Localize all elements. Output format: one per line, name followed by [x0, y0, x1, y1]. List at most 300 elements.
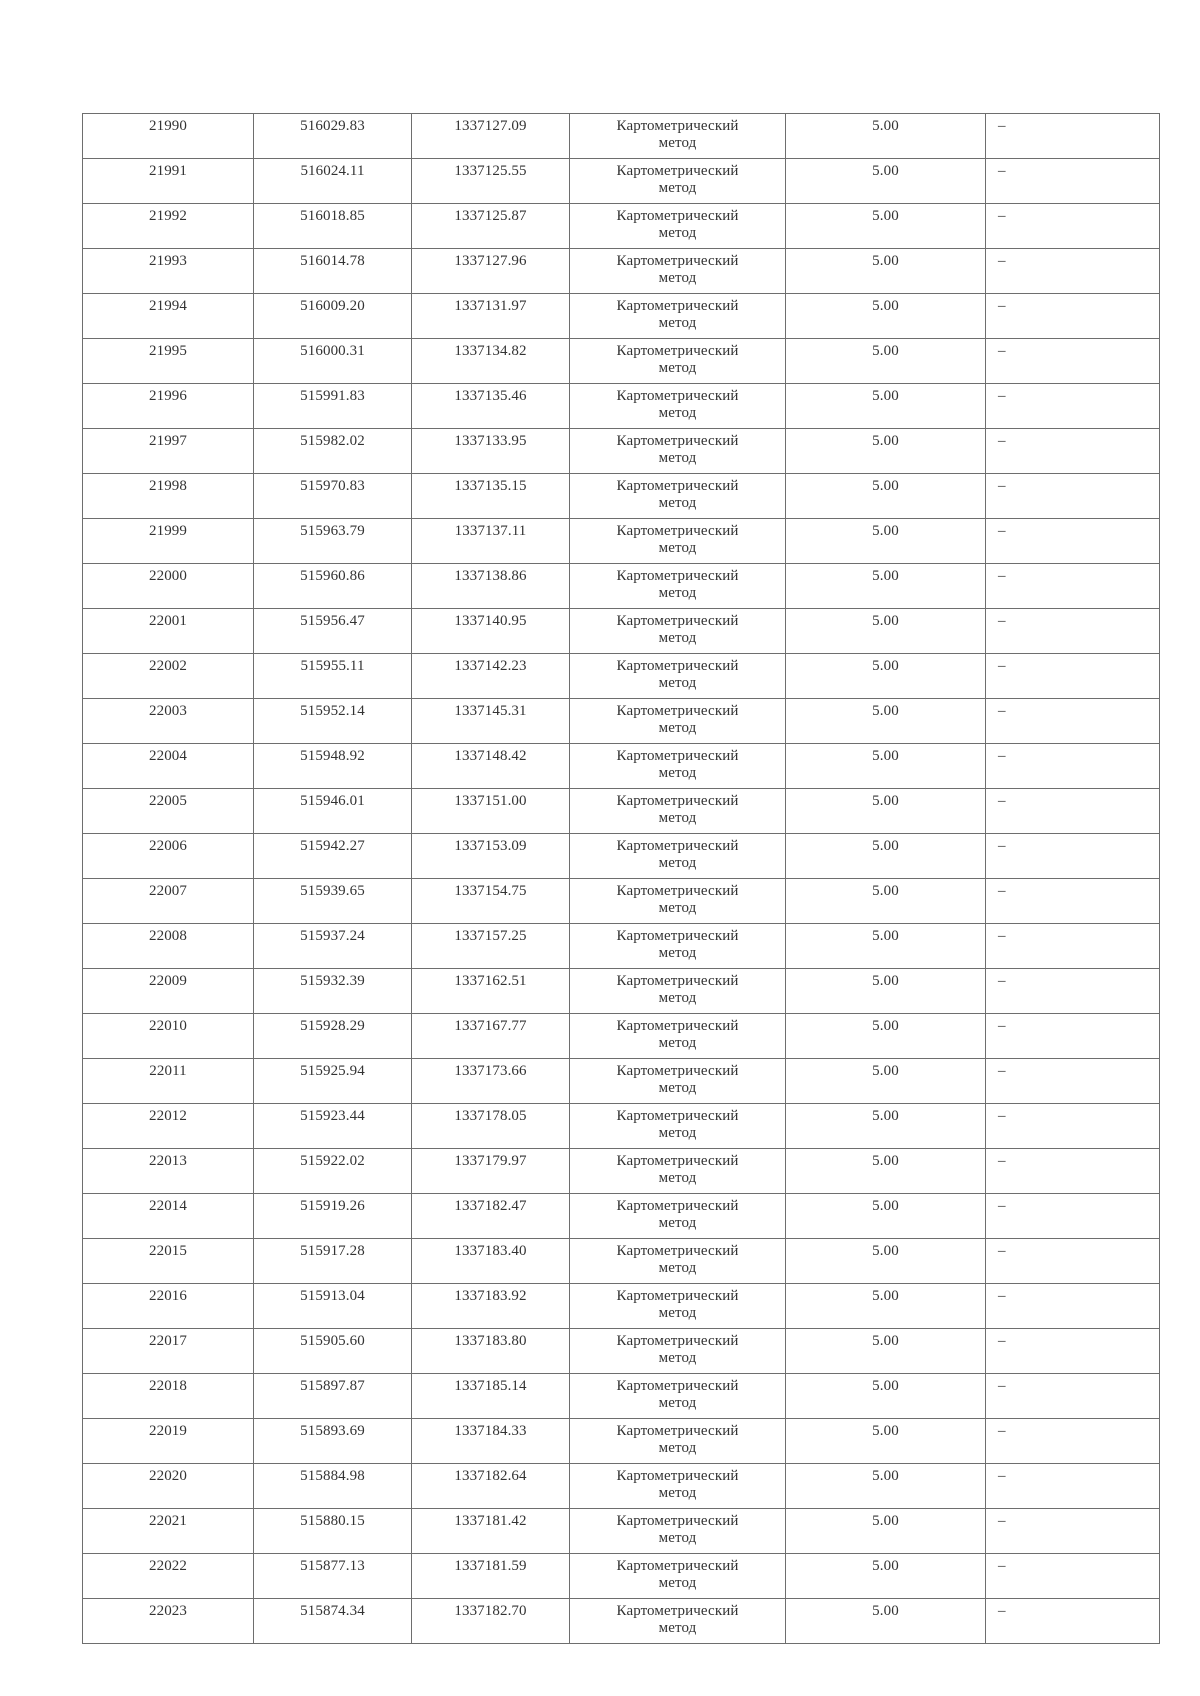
note-cell: –: [986, 519, 1160, 564]
table-row: [83, 1509, 1160, 1554]
table-row: [83, 1059, 1160, 1104]
point-number-cell: 22019: [83, 1419, 254, 1464]
method-label: Картометрический: [616, 928, 739, 944]
note-cell: –: [986, 699, 1160, 744]
method-cell: [570, 744, 786, 789]
x-coordinate-cell: 515893.69: [254, 1419, 412, 1464]
y-coordinate-cell: 1337145.31: [412, 699, 570, 744]
method-cell: [570, 204, 786, 249]
accuracy-cell: 5.00: [786, 1599, 986, 1644]
table-row: [83, 834, 1160, 879]
y-coordinate-cell: 1337183.40: [412, 1239, 570, 1284]
note-cell: –: [986, 294, 1160, 339]
method-label: Картометрический: [616, 1468, 739, 1484]
table-row: [83, 1194, 1160, 1239]
method-cell: [570, 834, 786, 879]
accuracy-cell: 5.00: [786, 384, 986, 429]
method-label: Картометрический: [616, 1558, 739, 1574]
note-cell: –: [986, 744, 1160, 789]
method-cell: [570, 1014, 786, 1059]
method-label-continuation: метод: [658, 945, 697, 961]
y-coordinate-cell: 1337148.42: [412, 744, 570, 789]
note-cell: –: [986, 1419, 1160, 1464]
method-cell: [570, 1599, 786, 1644]
y-coordinate-cell: 1337182.64: [412, 1464, 570, 1509]
note-cell: –: [986, 1599, 1160, 1644]
table-row: [83, 744, 1160, 789]
method-label: Картометрический: [616, 1423, 739, 1439]
table-row: [83, 789, 1160, 834]
y-coordinate-cell: 1337140.95: [412, 609, 570, 654]
method-label-continuation: метод: [658, 1260, 697, 1276]
method-cell: [570, 879, 786, 924]
method-label-continuation: метод: [658, 1215, 697, 1231]
method-label: Картометрический: [616, 523, 739, 539]
x-coordinate-cell: 515880.15: [254, 1509, 412, 1554]
table-row: [83, 1239, 1160, 1284]
y-coordinate-cell: 1337181.59: [412, 1554, 570, 1599]
method-label-continuation: метод: [658, 1395, 697, 1411]
table-row: [83, 699, 1160, 744]
note-cell: –: [986, 1554, 1160, 1599]
method-label-continuation: метод: [658, 1620, 697, 1636]
note-cell: –: [986, 1194, 1160, 1239]
method-cell: [570, 1554, 786, 1599]
point-number-cell: 21992: [83, 204, 254, 249]
point-number-cell: 21990: [83, 114, 254, 159]
method-label: Картометрический: [616, 568, 739, 584]
accuracy-cell: 5.00: [786, 699, 986, 744]
method-label-continuation: метод: [658, 855, 697, 871]
accuracy-cell: 5.00: [786, 1284, 986, 1329]
method-label-continuation: метод: [658, 1035, 697, 1051]
accuracy-cell: 5.00: [786, 1374, 986, 1419]
method-label-continuation: метод: [658, 360, 697, 376]
point-number-cell: 22002: [83, 654, 254, 699]
method-label: Картометрический: [616, 1153, 739, 1169]
table-row: [83, 564, 1160, 609]
accuracy-cell: 5.00: [786, 1329, 986, 1374]
method-cell: [570, 1464, 786, 1509]
accuracy-cell: 5.00: [786, 1554, 986, 1599]
note-cell: –: [986, 339, 1160, 384]
point-number-cell: 22018: [83, 1374, 254, 1419]
table-row: [83, 159, 1160, 204]
method-cell: [570, 1419, 786, 1464]
x-coordinate-cell: 515874.34: [254, 1599, 412, 1644]
y-coordinate-cell: 1337173.66: [412, 1059, 570, 1104]
method-cell: [570, 1059, 786, 1104]
method-cell: [570, 519, 786, 564]
point-number-cell: 22000: [83, 564, 254, 609]
y-coordinate-cell: 1337184.33: [412, 1419, 570, 1464]
x-coordinate-cell: 515991.83: [254, 384, 412, 429]
y-coordinate-cell: 1337131.97: [412, 294, 570, 339]
method-label: Картометрический: [616, 118, 739, 134]
x-coordinate-cell: 515937.24: [254, 924, 412, 969]
y-coordinate-cell: 1337134.82: [412, 339, 570, 384]
point-number-cell: 22020: [83, 1464, 254, 1509]
x-coordinate-cell: 515884.98: [254, 1464, 412, 1509]
y-coordinate-cell: 1337153.09: [412, 834, 570, 879]
y-coordinate-cell: 1337127.09: [412, 114, 570, 159]
method-cell: [570, 114, 786, 159]
point-number-cell: 21997: [83, 429, 254, 474]
table-row: [83, 204, 1160, 249]
method-label: Картометрический: [616, 1018, 739, 1034]
method-cell: [570, 564, 786, 609]
accuracy-cell: 5.00: [786, 1104, 986, 1149]
point-number-cell: 22022: [83, 1554, 254, 1599]
method-label-continuation: метод: [658, 495, 697, 511]
method-label: Картометрический: [616, 478, 739, 494]
table-row: [83, 474, 1160, 519]
method-label: Картометрический: [616, 1513, 739, 1529]
method-cell: [570, 159, 786, 204]
table-row: [83, 1014, 1160, 1059]
table-row: [83, 1464, 1160, 1509]
method-label: Картометрический: [616, 343, 739, 359]
x-coordinate-cell: 515955.11: [254, 654, 412, 699]
method-label-continuation: метод: [658, 270, 697, 286]
point-number-cell: 22016: [83, 1284, 254, 1329]
point-number-cell: 22015: [83, 1239, 254, 1284]
x-coordinate-cell: 516000.31: [254, 339, 412, 384]
note-cell: –: [986, 789, 1160, 834]
note-cell: –: [986, 654, 1160, 699]
method-cell: [570, 1284, 786, 1329]
note-cell: –: [986, 1059, 1160, 1104]
method-label-continuation: метод: [658, 900, 697, 916]
note-cell: –: [986, 1329, 1160, 1374]
point-number-cell: 22013: [83, 1149, 254, 1194]
accuracy-cell: 5.00: [786, 609, 986, 654]
method-label-continuation: метод: [658, 585, 697, 601]
x-coordinate-cell: 515925.94: [254, 1059, 412, 1104]
point-number-cell: 22006: [83, 834, 254, 879]
point-number-cell: 22021: [83, 1509, 254, 1554]
accuracy-cell: 5.00: [786, 879, 986, 924]
table-row: [83, 339, 1160, 384]
method-label: Картометрический: [616, 883, 739, 899]
point-number-cell: 22014: [83, 1194, 254, 1239]
method-cell: [570, 249, 786, 294]
method-label-continuation: метод: [658, 1440, 697, 1456]
point-number-cell: 21996: [83, 384, 254, 429]
point-number-cell: 22001: [83, 609, 254, 654]
method-label: Картометрический: [616, 388, 739, 404]
point-number-cell: 21999: [83, 519, 254, 564]
x-coordinate-cell: 516009.20: [254, 294, 412, 339]
x-coordinate-cell: 515932.39: [254, 969, 412, 1014]
coordinates-table: [82, 113, 1160, 1644]
method-label-continuation: метод: [658, 990, 697, 1006]
method-label-continuation: метод: [658, 630, 697, 646]
method-cell: [570, 1194, 786, 1239]
point-number-cell: 22012: [83, 1104, 254, 1149]
note-cell: –: [986, 924, 1160, 969]
x-coordinate-cell: 516024.11: [254, 159, 412, 204]
x-coordinate-cell: 515960.86: [254, 564, 412, 609]
table-row: [83, 609, 1160, 654]
y-coordinate-cell: 1337137.11: [412, 519, 570, 564]
y-coordinate-cell: 1337185.14: [412, 1374, 570, 1419]
accuracy-cell: 5.00: [786, 1014, 986, 1059]
accuracy-cell: 5.00: [786, 1059, 986, 1104]
note-cell: –: [986, 1509, 1160, 1554]
method-label-continuation: метод: [658, 1080, 697, 1096]
note-cell: –: [986, 1284, 1160, 1329]
y-coordinate-cell: 1337151.00: [412, 789, 570, 834]
y-coordinate-cell: 1337183.80: [412, 1329, 570, 1374]
x-coordinate-cell: 515928.29: [254, 1014, 412, 1059]
accuracy-cell: 5.00: [786, 654, 986, 699]
accuracy-cell: 5.00: [786, 474, 986, 519]
accuracy-cell: 5.00: [786, 294, 986, 339]
x-coordinate-cell: 515923.44: [254, 1104, 412, 1149]
table-row: [83, 924, 1160, 969]
note-cell: –: [986, 114, 1160, 159]
accuracy-cell: 5.00: [786, 519, 986, 564]
x-coordinate-cell: 515952.14: [254, 699, 412, 744]
table-row: [83, 249, 1160, 294]
method-label: Картометрический: [616, 613, 739, 629]
y-coordinate-cell: 1337133.95: [412, 429, 570, 474]
y-coordinate-cell: 1337125.87: [412, 204, 570, 249]
method-cell: [570, 1509, 786, 1554]
x-coordinate-cell: 516029.83: [254, 114, 412, 159]
method-label: Картометрический: [616, 1333, 739, 1349]
table-row: [83, 654, 1160, 699]
method-label: Картометрический: [616, 793, 739, 809]
accuracy-cell: 5.00: [786, 1419, 986, 1464]
x-coordinate-cell: 515913.04: [254, 1284, 412, 1329]
point-number-cell: 22023: [83, 1599, 254, 1644]
accuracy-cell: 5.00: [786, 429, 986, 474]
x-coordinate-cell: 515946.01: [254, 789, 412, 834]
method-label-continuation: метод: [658, 405, 697, 421]
x-coordinate-cell: 515970.83: [254, 474, 412, 519]
method-label-continuation: метод: [658, 810, 697, 826]
table-row: [83, 1149, 1160, 1194]
accuracy-cell: 5.00: [786, 249, 986, 294]
y-coordinate-cell: 1337167.77: [412, 1014, 570, 1059]
method-label: Картометрический: [616, 658, 739, 674]
point-number-cell: 22009: [83, 969, 254, 1014]
table-row: [83, 1284, 1160, 1329]
method-label-continuation: метод: [658, 720, 697, 736]
method-label: Картометрический: [616, 1243, 739, 1259]
accuracy-cell: 5.00: [786, 564, 986, 609]
note-cell: –: [986, 879, 1160, 924]
method-label-continuation: метод: [658, 135, 697, 151]
note-cell: –: [986, 384, 1160, 429]
y-coordinate-cell: 1337135.15: [412, 474, 570, 519]
point-number-cell: 22004: [83, 744, 254, 789]
point-number-cell: 22017: [83, 1329, 254, 1374]
y-coordinate-cell: 1337181.42: [412, 1509, 570, 1554]
y-coordinate-cell: 1337182.70: [412, 1599, 570, 1644]
method-label: Картометрический: [616, 748, 739, 764]
x-coordinate-cell: 515948.92: [254, 744, 412, 789]
y-coordinate-cell: 1337178.05: [412, 1104, 570, 1149]
accuracy-cell: 5.00: [786, 834, 986, 879]
method-label: Картометрический: [616, 1378, 739, 1394]
method-cell: [570, 699, 786, 744]
method-label-continuation: метод: [658, 450, 697, 466]
method-cell: [570, 1104, 786, 1149]
point-number-cell: 21994: [83, 294, 254, 339]
accuracy-cell: 5.00: [786, 789, 986, 834]
method-cell: [570, 1374, 786, 1419]
y-coordinate-cell: 1337135.46: [412, 384, 570, 429]
method-label: Картометрический: [616, 433, 739, 449]
y-coordinate-cell: 1337157.25: [412, 924, 570, 969]
y-coordinate-cell: 1337183.92: [412, 1284, 570, 1329]
note-cell: –: [986, 564, 1160, 609]
method-label-continuation: метод: [658, 675, 697, 691]
table-row: [83, 384, 1160, 429]
method-label-continuation: метод: [658, 1125, 697, 1141]
point-number-cell: 22003: [83, 699, 254, 744]
method-label-continuation: метод: [658, 1530, 697, 1546]
accuracy-cell: 5.00: [786, 1194, 986, 1239]
x-coordinate-cell: 515877.13: [254, 1554, 412, 1599]
table-row: [83, 1599, 1160, 1644]
point-number-cell: 22010: [83, 1014, 254, 1059]
method-label: Картометрический: [616, 838, 739, 854]
point-number-cell: 22008: [83, 924, 254, 969]
x-coordinate-cell: 515897.87: [254, 1374, 412, 1419]
note-cell: –: [986, 474, 1160, 519]
method-label: Картометрический: [616, 298, 739, 314]
method-cell: [570, 924, 786, 969]
method-label-continuation: метод: [658, 540, 697, 556]
method-label: Картометрический: [616, 973, 739, 989]
table-row: [83, 1419, 1160, 1464]
point-number-cell: 21998: [83, 474, 254, 519]
method-cell: [570, 384, 786, 429]
method-label: Картометрический: [616, 163, 739, 179]
y-coordinate-cell: 1337162.51: [412, 969, 570, 1014]
note-cell: –: [986, 834, 1160, 879]
x-coordinate-cell: 515982.02: [254, 429, 412, 474]
method-label: Картометрический: [616, 1063, 739, 1079]
table-row: [83, 429, 1160, 474]
note-cell: –: [986, 159, 1160, 204]
method-label: Картометрический: [616, 1603, 739, 1619]
point-number-cell: 22011: [83, 1059, 254, 1104]
method-label: Картометрический: [616, 1288, 739, 1304]
y-coordinate-cell: 1337179.97: [412, 1149, 570, 1194]
method-label-continuation: метод: [658, 1170, 697, 1186]
accuracy-cell: 5.00: [786, 1464, 986, 1509]
x-coordinate-cell: 516014.78: [254, 249, 412, 294]
method-label: Картометрический: [616, 1198, 739, 1214]
note-cell: –: [986, 1239, 1160, 1284]
accuracy-cell: 5.00: [786, 924, 986, 969]
x-coordinate-cell: 515905.60: [254, 1329, 412, 1374]
x-coordinate-cell: 515939.65: [254, 879, 412, 924]
note-cell: –: [986, 429, 1160, 474]
x-coordinate-cell: 515956.47: [254, 609, 412, 654]
x-coordinate-cell: 516018.85: [254, 204, 412, 249]
accuracy-cell: 5.00: [786, 744, 986, 789]
table-row: [83, 519, 1160, 564]
table-row: [83, 1329, 1160, 1374]
table-row: [83, 1554, 1160, 1599]
method-label: Картометрический: [616, 703, 739, 719]
accuracy-cell: 5.00: [786, 1149, 986, 1194]
y-coordinate-cell: 1337138.86: [412, 564, 570, 609]
point-number-cell: 22007: [83, 879, 254, 924]
method-cell: [570, 654, 786, 699]
note-cell: –: [986, 609, 1160, 654]
y-coordinate-cell: 1337142.23: [412, 654, 570, 699]
method-label: Картометрический: [616, 208, 739, 224]
method-cell: [570, 969, 786, 1014]
x-coordinate-cell: 515942.27: [254, 834, 412, 879]
method-cell: [570, 1239, 786, 1284]
coordinates-table-body: [83, 114, 1160, 1644]
note-cell: –: [986, 1374, 1160, 1419]
method-label-continuation: метод: [658, 1485, 697, 1501]
method-cell: [570, 474, 786, 519]
table-row: [83, 114, 1160, 159]
note-cell: –: [986, 1149, 1160, 1194]
method-cell: [570, 294, 786, 339]
accuracy-cell: 5.00: [786, 114, 986, 159]
accuracy-cell: 5.00: [786, 339, 986, 384]
y-coordinate-cell: 1337127.96: [412, 249, 570, 294]
y-coordinate-cell: 1337125.55: [412, 159, 570, 204]
method-label-continuation: метод: [658, 225, 697, 241]
point-number-cell: 21991: [83, 159, 254, 204]
point-number-cell: 21995: [83, 339, 254, 384]
note-cell: –: [986, 1104, 1160, 1149]
method-label: Картометрический: [616, 253, 739, 269]
accuracy-cell: 5.00: [786, 204, 986, 249]
point-number-cell: 22005: [83, 789, 254, 834]
table-row: [83, 1104, 1160, 1149]
y-coordinate-cell: 1337182.47: [412, 1194, 570, 1239]
method-label-continuation: метод: [658, 315, 697, 331]
table-row: [83, 294, 1160, 339]
method-cell: [570, 609, 786, 654]
x-coordinate-cell: 515963.79: [254, 519, 412, 564]
x-coordinate-cell: 515919.26: [254, 1194, 412, 1239]
accuracy-cell: 5.00: [786, 1509, 986, 1554]
note-cell: –: [986, 1464, 1160, 1509]
note-cell: –: [986, 969, 1160, 1014]
accuracy-cell: 5.00: [786, 159, 986, 204]
method-cell: [570, 789, 786, 834]
x-coordinate-cell: 515922.02: [254, 1149, 412, 1194]
accuracy-cell: 5.00: [786, 1239, 986, 1284]
table-row: [83, 1374, 1160, 1419]
accuracy-cell: 5.00: [786, 969, 986, 1014]
table-row: [83, 969, 1160, 1014]
method-label: Картометрический: [616, 1108, 739, 1124]
point-number-cell: 21993: [83, 249, 254, 294]
table-row: [83, 879, 1160, 924]
method-label-continuation: метод: [658, 1350, 697, 1366]
note-cell: –: [986, 249, 1160, 294]
method-label-continuation: метод: [658, 765, 697, 781]
method-label-continuation: метод: [658, 180, 697, 196]
note-cell: –: [986, 1014, 1160, 1059]
note-cell: –: [986, 204, 1160, 249]
